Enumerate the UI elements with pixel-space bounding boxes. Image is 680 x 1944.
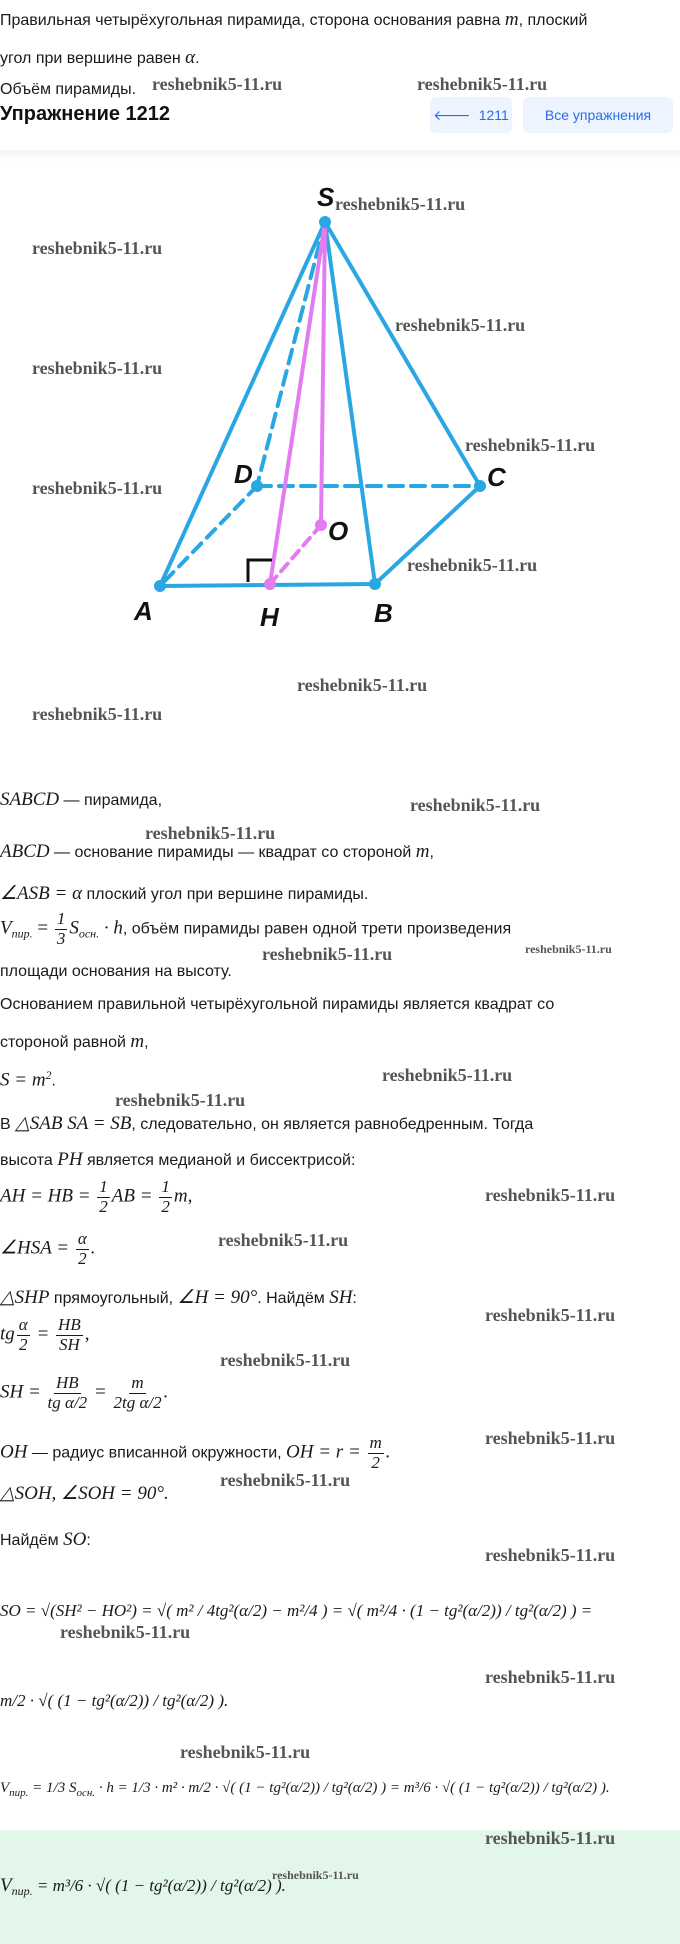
watermark: reshebnik5-11.ru: [485, 1305, 616, 1325]
watermark: reshebnik5-11.ru: [32, 704, 163, 724]
watermark: reshebnik5-11.ru: [335, 194, 466, 214]
height-SO: [321, 222, 325, 525]
prev-exercise-button[interactable]: 🡐 1211: [430, 97, 512, 133]
watermark: reshebnik5-11.ru: [485, 1667, 616, 1687]
task-line-3: Объём пирамиды.: [0, 81, 137, 98]
sol-line-18: Найдём SO:: [0, 1529, 91, 1550]
all-exercises-button[interactable]: Все упражнения: [523, 97, 673, 133]
sol-line-16: OH — радиус вписанной окружности, OH = r = $\frac{m}{2}$ .: [0, 1433, 391, 1472]
label-S: S: [317, 182, 335, 212]
watermark: reshebnik5-11.ru: [382, 1065, 513, 1085]
sol-line-20: m/2 · √( (1 − tg²(α/2)) / tg²(α/2) ).: [0, 1691, 229, 1710]
watermark: reshebnik5-11.ru: [485, 1428, 616, 1448]
task-line-2: угол при вершине равен α.: [0, 47, 200, 68]
watermark: reshebnik5-11.ru: [395, 315, 526, 335]
sol-line-3: ∠ASB = α плоский угол при вершине пирамиды.: [0, 883, 369, 904]
sol-line-8: $S = m^2$.: [0, 1068, 56, 1091]
watermark: reshebnik5-11.ru: [218, 1230, 349, 1250]
sol-line-4: $V_{пир.}$ = $\frac{1}{3}$ $S_{осн.} \cdot h$, объём пирамиды равен одной трети произведения: [0, 909, 512, 948]
watermark: reshebnik5-11.ru: [297, 675, 428, 695]
sol-line-6: Основанием правильной четырёхугольной пирамиды является квадрат со: [0, 996, 555, 1013]
sol-line-9: В △SAB SA = SB, следовательно, он является равнобедренным. Тогда: [0, 1113, 534, 1134]
sol-line-21: $V_{пир.} = 1/3$ $S_{осн.} \cdot h = 1/3 \cdot m^2 \cdot m/2$ · √( (1 − tg²(α/2)) / tg²(α/2) ) = m³/6 · √( (1 − tg²(α/2)) / tg²(α/2) ).: [0, 1780, 610, 1800]
watermark: reshebnik5-11.ru: [220, 1350, 351, 1370]
sol-line-11: AH = HB = $\frac{1}{2}$ AB = $\frac{1}{2}$ m,: [0, 1177, 193, 1216]
watermark: reshebnik5-11.ru: [485, 1185, 616, 1205]
sol-line-14: tg $\frac{\alpha}{2}$ = $\frac{HB}{SH}$ ,: [0, 1315, 90, 1354]
sol-line-10: высота PH является медианой и биссектрисой:: [0, 1149, 356, 1170]
watermark: reshebnik5-11.ru: [465, 435, 596, 455]
watermark: reshebnik5-11.ru: [410, 795, 541, 815]
watermark: reshebnik5-11.ru: [272, 1868, 359, 1882]
watermark: reshebnik5-11.ru: [262, 944, 393, 964]
label-H: H: [260, 602, 279, 630]
watermark: reshebnik5-11.ru: [152, 74, 283, 94]
sol-line-15: SH = $\frac{HB}{\text{tg α/2}}$ = $\frac{m}{\text{2tg α/2}}$ .: [0, 1373, 169, 1412]
watermark: reshebnik5-11.ru: [485, 1545, 616, 1565]
watermark: reshebnik5-11.ru: [525, 942, 612, 956]
watermark: reshebnik5-11.ru: [180, 1742, 311, 1762]
watermark: reshebnik5-11.ru: [220, 1470, 351, 1490]
header-divider: [0, 150, 680, 162]
edge-DA: [160, 486, 257, 586]
watermark: reshebnik5-11.ru: [32, 358, 163, 378]
label-A: A: [134, 596, 153, 626]
sol-line-5: площади основания на высоту.: [0, 963, 232, 980]
watermark: reshebnik5-11.ru: [407, 555, 538, 575]
watermark: reshebnik5-11.ru: [145, 823, 276, 843]
sol-line-13: △SHP прямоугольный, ∠H = 90°. Найдём SH:: [0, 1287, 357, 1308]
watermark: reshebnik5-11.ru: [32, 238, 163, 258]
arrow-left-icon: 🡐: [433, 106, 471, 123]
label-D: D: [234, 459, 253, 489]
sol-line-17: △SOH, ∠SOH = 90°.: [0, 1483, 169, 1504]
page-title: Упражнение 1212: [0, 103, 171, 125]
sol-line-7: стороной равной m,: [0, 1031, 149, 1052]
label-O: O: [328, 516, 349, 546]
sol-line-12: ∠HSA = $\frac{\alpha}{2}$ .: [0, 1229, 96, 1268]
edge-SC: [325, 222, 480, 486]
label-B: B: [374, 598, 393, 628]
watermark: reshebnik5-11.ru: [60, 1622, 191, 1642]
task-line-1: Правильная четырёхугольная пирамида, сторона основания равна m, плоский: [0, 9, 588, 30]
watermark: reshebnik5-11.ru: [115, 1090, 246, 1110]
label-C: C: [487, 462, 506, 492]
watermark: reshebnik5-11.ru: [417, 74, 548, 94]
sol-line-1: SABCD — пирамида,: [0, 789, 163, 810]
sol-line-2: ABCD — основание пирамиды — квадрат со стороной m,: [0, 841, 434, 862]
edge-SA: [160, 222, 325, 586]
answer-formula: $V_{пир.} = m^3/6$ · √( (1 − tg²(α/2)) / tg²(α/2) ).: [0, 1875, 286, 1899]
watermark: reshebnik5-11.ru: [485, 1828, 616, 1848]
watermark: reshebnik5-11.ru: [32, 478, 163, 498]
sol-line-19: SO = √(SH² − HO²) = √( m² / 4tg²(α/2) − m²/4 ) = √( m²/4 · (1 − tg²(α/2)) / tg²(α/2) ) =: [0, 1601, 593, 1620]
